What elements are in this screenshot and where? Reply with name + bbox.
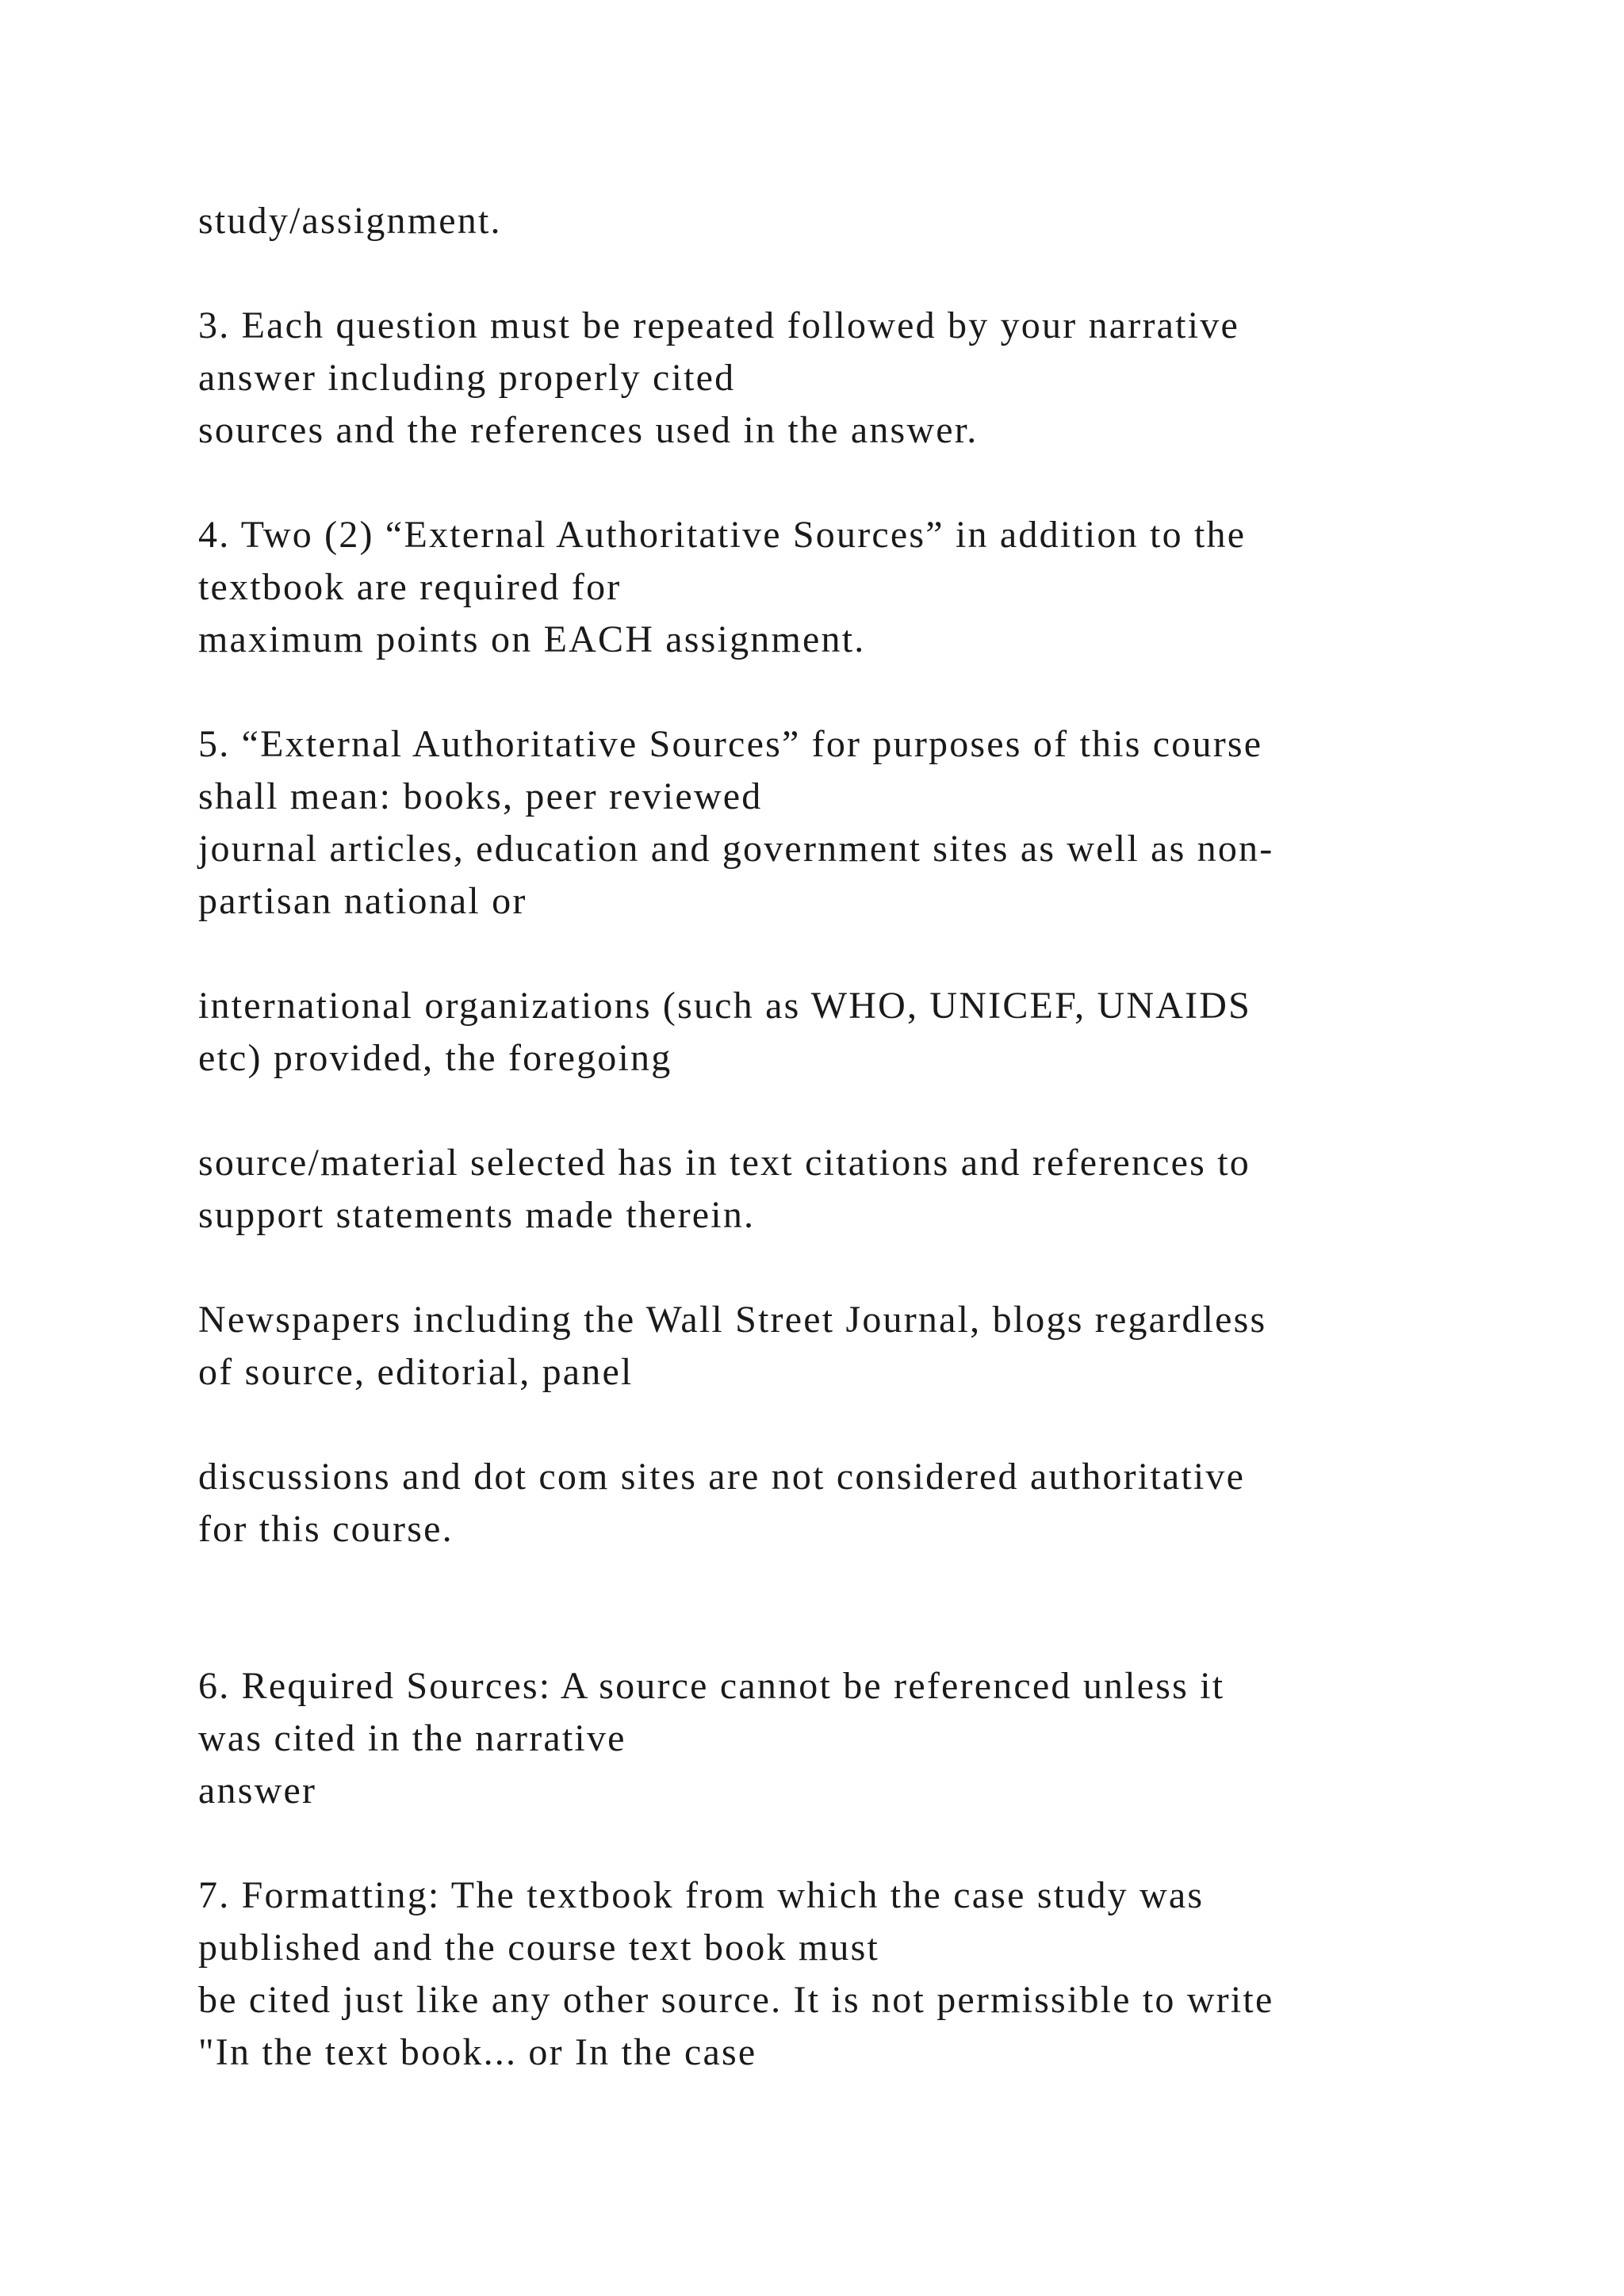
text-line: textbook are required for bbox=[198, 566, 622, 608]
text-line: be cited just like any other source. It is not permissible to write bbox=[198, 1979, 1274, 2021]
text-line: published and the course text book must bbox=[198, 1927, 880, 1969]
text-line: 5. “External Authoritative Sources” for purposes of this course bbox=[198, 723, 1263, 765]
text-line: maximum points on EACH assignment. bbox=[198, 618, 866, 660]
text-line: of source, editorial, panel bbox=[198, 1351, 634, 1393]
text-line: for this course. bbox=[198, 1508, 454, 1550]
text-line: Newspapers including the Wall Street Journal, blogs regardless bbox=[198, 1299, 1267, 1341]
text-line: 4. Two (2) “External Authoritative Sources” in addition to the bbox=[198, 514, 1247, 556]
text-line: study/assignment. bbox=[198, 200, 502, 242]
text-line: etc) provided, the foregoing bbox=[198, 1037, 672, 1079]
text-line: answer bbox=[198, 1770, 317, 1812]
text-line: discussions and dot com sites are not considered authoritative bbox=[198, 1456, 1246, 1498]
text-line: sources and the references used in the answer. bbox=[198, 409, 979, 451]
text-line: answer including properly cited bbox=[198, 357, 736, 399]
text-line: "In the text book... or In the case bbox=[198, 2031, 757, 2073]
text-line: support statements made therein. bbox=[198, 1194, 756, 1236]
text-line: source/material selected has in text citations and references to bbox=[198, 1142, 1251, 1184]
text-line: was cited in the narrative bbox=[198, 1717, 626, 1759]
text-line: international organizations (such as WHO, UNICEF, UNAIDS bbox=[198, 985, 1252, 1027]
text-line: 3. Each question must be repeated followed by your narrative bbox=[198, 304, 1239, 346]
text-line: shall mean: books, peer reviewed bbox=[198, 775, 763, 817]
text-line: journal articles, education and government sites as well as non- bbox=[198, 828, 1274, 870]
text-line: 6. Required Sources: A source cannot be referenced unless it bbox=[198, 1665, 1225, 1707]
text-line: 7. Formatting: The textbook from which the case study was bbox=[198, 1874, 1205, 1916]
text-line: partisan national or bbox=[198, 880, 527, 922]
